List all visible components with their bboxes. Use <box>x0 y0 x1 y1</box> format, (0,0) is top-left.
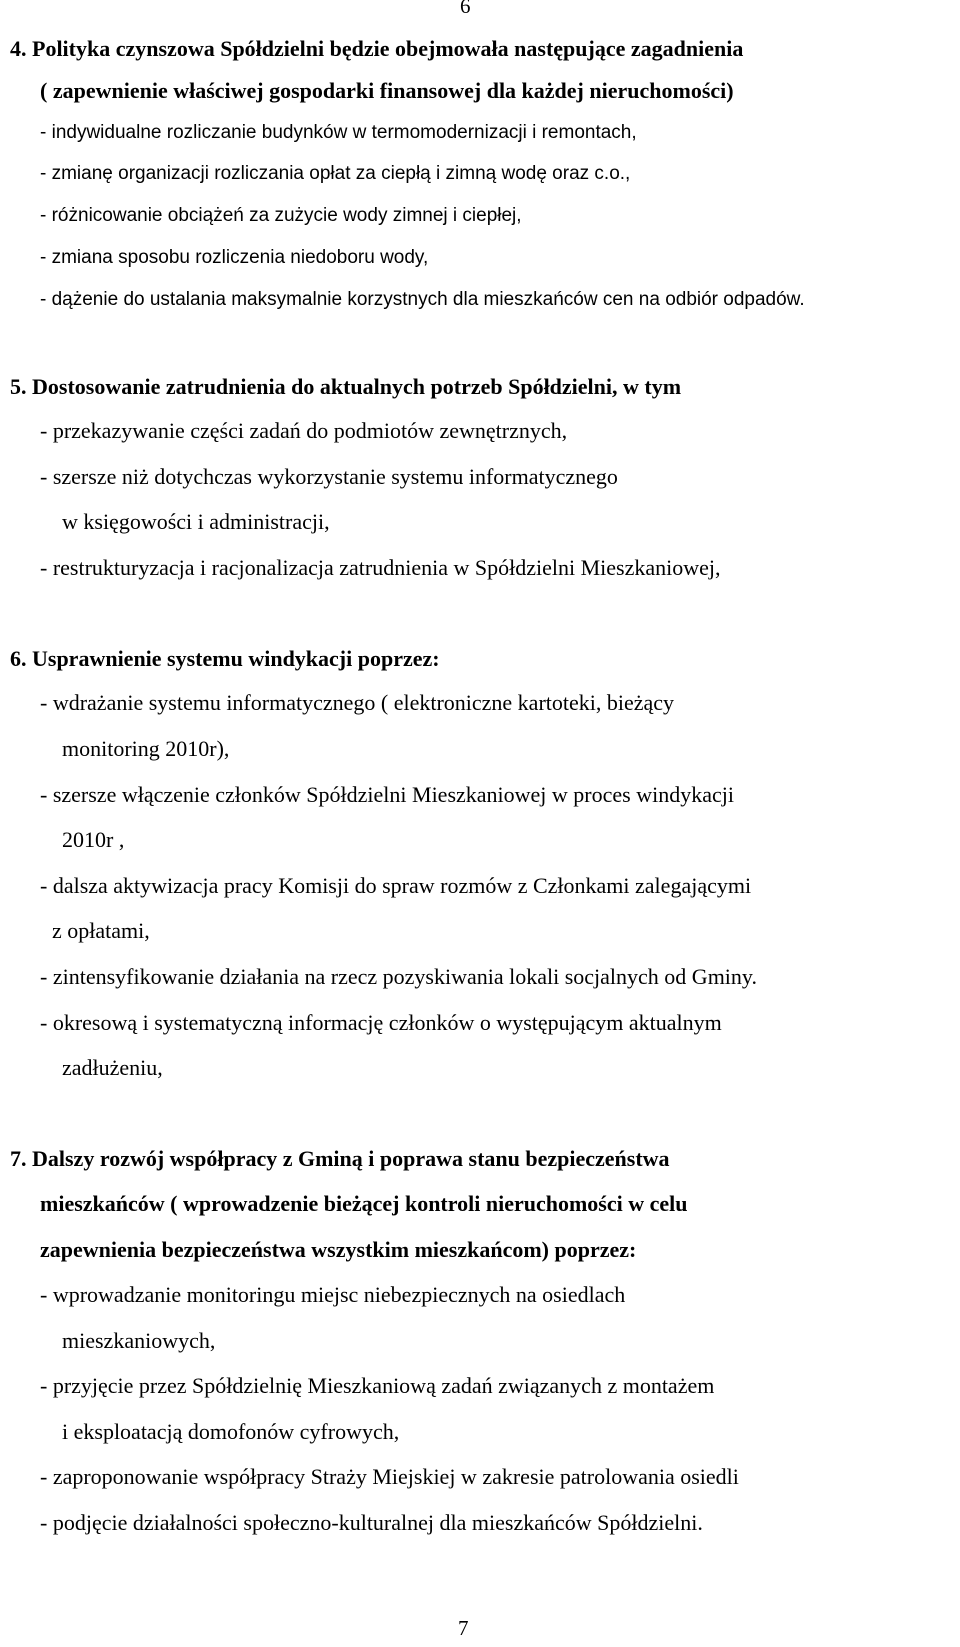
section4-item-4: - zmiana sposobu rozliczenia niedoboru wody, <box>40 247 429 268</box>
section4-item-5: - dążenie do ustalania maksymalnie korzystnych dla mieszkańców cen na odbiór odpadów. <box>40 289 805 310</box>
section5-item-3: - restrukturyzacja i racjonalizacja zatrudnienia w Spółdzielni Mieszkaniowej, <box>40 555 721 580</box>
section4-heading-line1: 4. Polityka czynszowa Spółdzielni będzie obejmowała następujące zagadnienia <box>10 36 744 61</box>
page-number-top: 6 <box>460 0 471 18</box>
section7-item-1-cont: mieszkaniowych, <box>62 1328 216 1353</box>
section7-heading-line3: zapewnienia bezpieczeństwa wszystkim mieszkańcom) poprzez: <box>40 1237 637 1262</box>
section7-item-4: - podjęcie działalności społeczno-kulturalnej dla mieszkańców Spółdzielni. <box>40 1510 703 1535</box>
section6-item-2: - szersze włączenie członków Spółdzielni Mieszkaniowej w proces windykacji <box>40 782 734 807</box>
page-number-bottom: 7 <box>458 1616 469 1640</box>
section4-item-2: - zmianę organizacji rozliczania opłat za ciepłą i zimną wodę oraz c.o., <box>40 163 631 184</box>
section5-item-2-cont: w księgowości i administracji, <box>62 509 330 534</box>
section7-item-3: - zaproponowanie współpracy Straży Miejskiej w zakresie patrolowania osiedli <box>40 1464 739 1489</box>
section6-item-5: - okresową i systematyczną informację członków o występującym aktualnym <box>40 1010 722 1035</box>
section6-heading: 6. Usprawnienie systemu windykacji poprzez: <box>10 646 440 671</box>
section7-heading-line2: mieszkańców ( wprowadzenie bieżącej kontroli nieruchomości w celu <box>40 1191 688 1216</box>
section6-item-1-cont: monitoring 2010r), <box>62 736 230 761</box>
section7-item-2: - przyjęcie przez Spółdzielnię Mieszkaniową zadań związanych z montażem <box>40 1373 715 1398</box>
section5-item-2: - szersze niż dotychczas wykorzystanie systemu informatycznego <box>40 464 618 489</box>
section5-item-1: - przekazywanie części zadań do podmiotów zewnętrznych, <box>40 418 568 443</box>
section5-heading: 5. Dostosowanie zatrudnienia do aktualnych potrzeb Spółdzielni, w tym <box>10 374 682 399</box>
section6-item-5-cont: zadłużeniu, <box>62 1055 163 1080</box>
section4-heading-line2: ( zapewnienie właściwej gospodarki finansowej dla każdej nieruchomości) <box>40 78 734 103</box>
section6-item-4: - zintensyfikowanie działania na rzecz pozyskiwania lokali socjalnych od Gminy. <box>40 964 757 989</box>
section6-item-1: - wdrażanie systemu informatycznego ( elektroniczne kartoteki, bieżący <box>40 690 675 715</box>
section7-item-2-cont: i eksploatacją domofonów cyfrowych, <box>62 1419 400 1444</box>
section7-heading-line1: 7. Dalszy rozwój współpracy z Gminą i poprawa stanu bezpieczeństwa <box>10 1146 670 1171</box>
section4-item-3: - różnicowanie obciążeń za zużycie wody zimnej i ciepłej, <box>40 205 522 226</box>
section6-item-3-cont: z opłatami, <box>52 918 150 943</box>
section6-item-3: - dalsza aktywizacja pracy Komisji do spraw rozmów z Członkami zalegającymi <box>40 873 752 898</box>
section7-item-1: - wprowadzanie monitoringu miejsc niebezpiecznych na osiedlach <box>40 1282 626 1307</box>
section4-item-1: - indywidualne rozliczanie budynków w termomodernizacji i remontach, <box>40 122 637 143</box>
section6-item-2-cont: 2010r , <box>62 827 125 852</box>
